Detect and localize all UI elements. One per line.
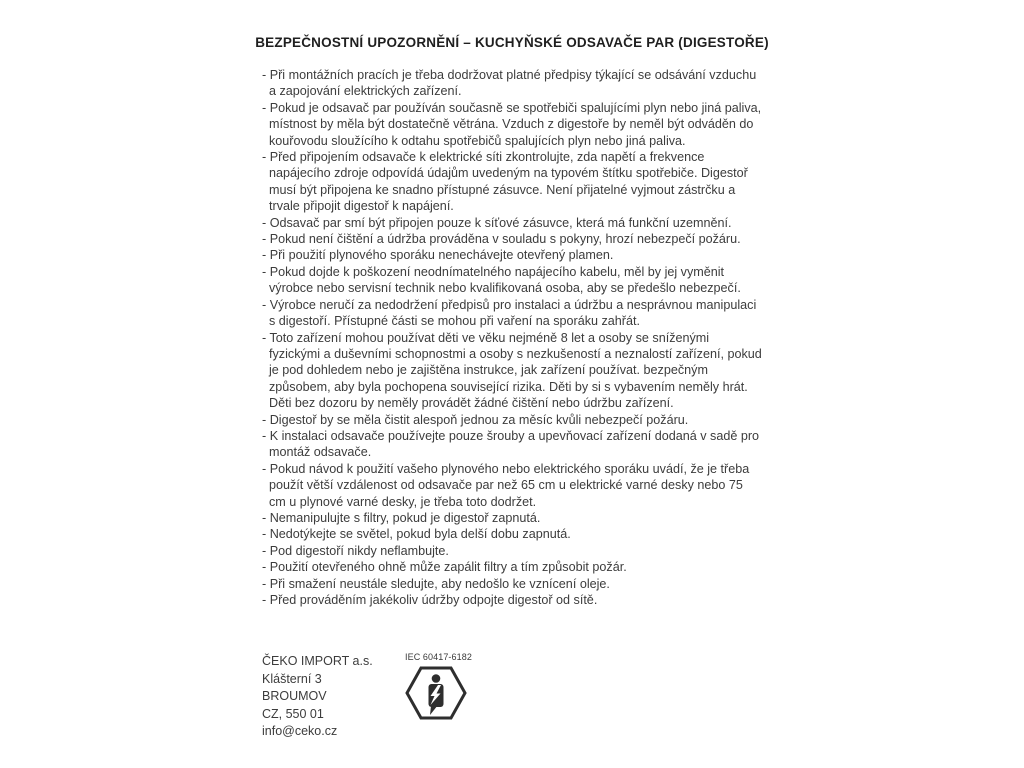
address-line-street: Klášterní 3 [262,671,322,686]
company-address-block [262,653,373,741]
warning-item: - Pod digestoří nikdy neflambujte. [262,543,449,558]
warning-item: - Při použití plynového sporáku nenechávejte otevřený plamen. [262,248,614,263]
warning-item: - Použití otevřeného ohně může zapálit filtry a tím způsobit požár. [262,560,627,575]
certification-mark [405,652,495,721]
warning-item: - Pokud není čištění a údržba prováděna v souladu s pokyny, hrozí nebezpečí požáru. [262,232,741,247]
warning-item: - Nemanipulujte s filtry, pokud je digestoř zapnutá. [262,510,541,525]
warning-item: - Digestoř by se měla čistit alespoň jednou za měsíc kvůli nebezpečí požáru. [262,412,689,427]
cert-code-label: IEC 60417-6182 [405,652,472,662]
document-title: BEZPEČNOSTNÍ UPOZORNĚNÍ – KUCHYŇSKÉ ODSAVAČE PAR (DIGESTOŘE) [255,35,769,50]
warning-item: - Odsavač par smí být připojen pouze k síťové zásuvce, která má funkční uzemnění. [262,215,732,230]
company-name: ČEKO IMPORT a.s. [262,654,373,668]
address-line-city: BROUMOV [262,689,327,704]
warning-item: - Pokud dojde k poškození neodnímatelného napájecího kabelu, měl by jej vyměnit výrobce nebo servisní technik nebo kvalifikovaná osoba, aby se předešlo nebezpečí. [262,264,741,296]
address-line-zip: CZ, 550 01 [262,706,324,721]
warning-item: - Výrobce neručí za nedodržení předpisů pro instalaci a údržbu a nesprávnou manipulaci s digestoří. Přístupné části se mohou při vaření na sporáku zahřát. [262,297,757,329]
warning-item: - Při smažení neustále sledujte, aby nedošlo ke vznícení oleje. [262,576,610,591]
warning-item: - K instalaci odsavače používejte pouze šrouby a upevňovací zařízení dodaná v sadě pro montáž odsavače. [262,428,760,460]
warnings-list [262,67,762,608]
warning-item: - Před prováděním jakékoliv údržby odpojte digestoř od sítě. [262,593,598,607]
warning-item: - Toto zařízení mohou používat děti ve věku nejméně 8 let a osoby se sníženými fyzickými a duševními schopnostmi a osoby s nezkušeností a neznalostí zařízení, pokud je pod dohledem nebo je zajištěna instrukce, jak zařízení používat. bezpečným způsobem, aby byla pochopena související rizika. Děti by si s vybavením neměly hrát. Děti bez dozoru by neměly provádět žádné čištění nebo údržbu zařízení. [262,330,762,411]
warning-item: - Pokud je odsavač par používán současně se spotřebiči spalujícími plyn nebo jiná paliva, místnost by měla být dostatečně větrána. Vzduch z digestoře by neměl být odváděn do kouřovodu sloužícího k odtahu spotřebičů spalujících plyn nebo jiná paliva. [262,100,762,148]
warning-item: - Před připojením odsavače k elektrické síti zkontrolujte, zda napětí a frekvence napájecího zdroje odpovídá údajům uvedeným na typovém štítku spotřebiče. Digestoř musí být připojena ke snadno přístupné zásuvce. Není přijatelné vyjmout zástrčku a trvale připojit digestoř k napájení. [262,150,748,214]
warning-item: - Pokud návod k použití vašeho plynového nebo elektrického sporáku uvádí, že je třeba použít větší vzdálenost od odsavače par než 65 cm u elektrické varné desky nebo 75 cm u plynové varné desky, je třeba toto dodržet. [262,461,750,509]
qualified-installer-icon [405,665,495,721]
warning-item: - Nedotýkejte se světel, pokud byla delší dobu zapnutá. [262,527,571,542]
email-text: info@ceko.cz [262,724,338,739]
warning-item: - Při montážních pracích je třeba dodržovat platné předpisy týkající se odsávání vzduchu a zapojování elektrických zařízení. [262,68,757,99]
